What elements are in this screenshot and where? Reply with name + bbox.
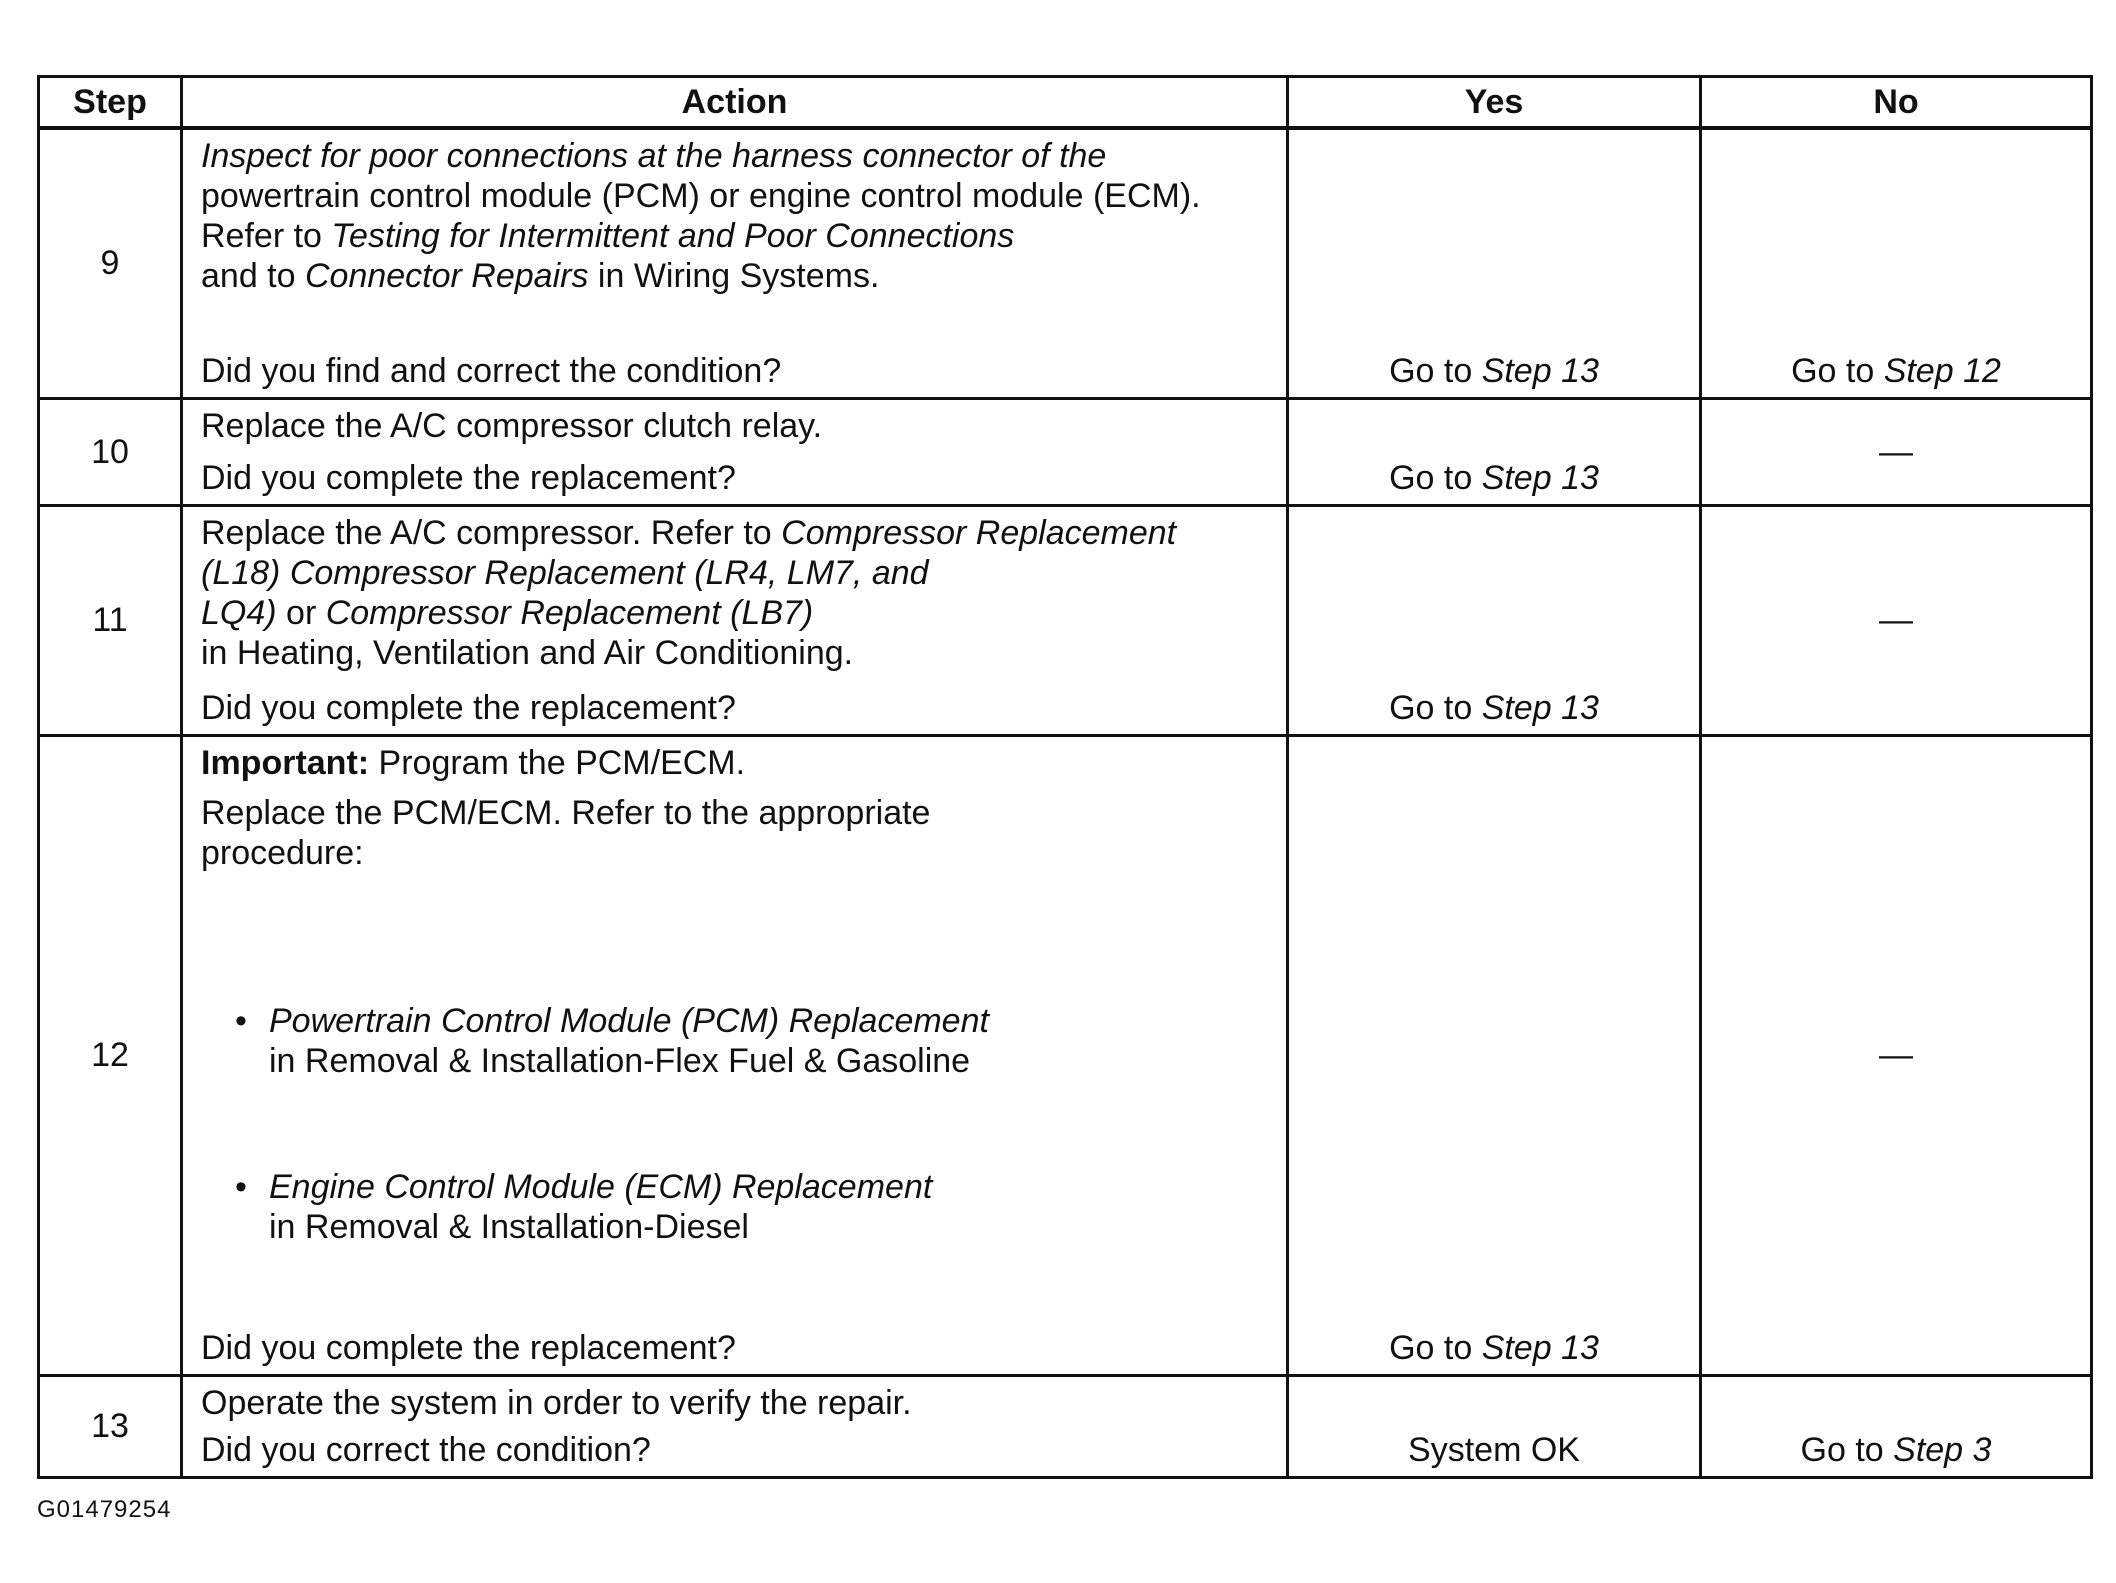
no-result-dash: — — [1879, 1036, 1913, 1074]
action-cell — [182, 128, 1288, 398]
goto-prefix: Go to — [1791, 351, 1884, 390]
step-number: 12 — [39, 735, 182, 1375]
header-action: Action — [182, 77, 1288, 129]
action-line: and to — [201, 257, 305, 295]
action-cell — [182, 398, 1288, 505]
header-yes: Yes — [1288, 77, 1701, 129]
table-row — [39, 398, 2092, 505]
step-reference: Step 3 — [1893, 1430, 1992, 1469]
important-note — [201, 743, 1272, 783]
reference-link: Compressor Replacement (LB7) — [325, 593, 814, 632]
step-number: 11 — [39, 505, 182, 735]
action-line: powertrain control module (PCM) or engine control module (ECM). — [201, 177, 1201, 215]
no-cell — [1701, 398, 2092, 505]
step-number: 13 — [39, 1375, 182, 1477]
no-cell — [1701, 128, 2092, 398]
list-item-text: in Removal & Installation-Diesel — [269, 1207, 749, 1246]
yes-result: System OK — [1408, 1430, 1580, 1469]
no-result-dash: — — [1879, 432, 1913, 471]
yes-result — [1289, 351, 1699, 391]
reference-link: (L18) Compressor Replacement (LR4, LM7, and — [201, 553, 929, 592]
action-question: Did you complete the replacement? — [201, 1328, 736, 1367]
yes-cell — [1288, 128, 1701, 398]
yes-result — [1289, 458, 1699, 498]
goto-prefix: Go to — [1389, 351, 1482, 390]
action-line: or — [276, 593, 326, 632]
yes-result — [1289, 688, 1699, 728]
table-row — [39, 735, 2092, 1375]
action-question: Did you find and correct the condition? — [201, 351, 782, 390]
step-number: 9 — [39, 128, 182, 398]
reference-link: Compressor Replacement — [781, 513, 1177, 552]
reference-link: Connector Repairs — [304, 257, 589, 295]
step-reference: Step 13 — [1481, 458, 1599, 497]
step-number: 10 — [39, 398, 182, 505]
step-reference: Step 13 — [1481, 688, 1599, 727]
no-cell — [1701, 735, 2092, 1375]
table-row — [39, 1375, 2092, 1477]
action-text — [201, 136, 1272, 296]
bullet-icon: • — [235, 1001, 247, 1040]
important-label: Important: — [201, 743, 370, 782]
no-cell — [1701, 505, 2092, 735]
step-reference: Step 12 — [1883, 351, 2001, 390]
step-reference: Step 13 — [1481, 351, 1599, 390]
action-text: Replace the A/C compressor clutch relay. — [201, 406, 823, 445]
goto-prefix: Go to — [1389, 458, 1482, 497]
step-reference: Step 13 — [1481, 1328, 1599, 1367]
action-line: in Wiring Systems. — [588, 257, 880, 295]
table-row — [39, 128, 2092, 398]
list-item — [201, 1167, 1272, 1247]
reference-link: Testing for Intermittent and Poor Connections — [331, 217, 1015, 255]
table-header-row — [39, 77, 2092, 129]
yes-cell — [1288, 735, 1701, 1375]
bullet-icon: • — [235, 1167, 247, 1206]
header-no: No — [1701, 77, 2092, 129]
important-text: Program the PCM/ECM. — [369, 743, 746, 782]
action-question: Did you correct the condition? — [201, 1430, 651, 1469]
header-step: Step — [39, 77, 182, 129]
yes-result — [1289, 1328, 1699, 1368]
goto-prefix: Go to — [1389, 688, 1482, 727]
action-question: Did you complete the replacement? — [201, 688, 736, 727]
action-cell — [182, 505, 1288, 735]
no-cell — [1701, 1375, 2092, 1477]
table-row — [39, 505, 2092, 735]
action-line: procedure: — [201, 833, 364, 872]
goto-prefix: Go to — [1800, 1430, 1894, 1469]
reference-link: Engine Control Module (ECM) Replacement — [269, 1167, 933, 1206]
list-item-text: in Removal & Installation-Flex Fuel & Gasoline — [269, 1041, 971, 1080]
figure-id: G01479254 — [37, 1496, 172, 1523]
action-line: Replace the A/C compressor. Refer to — [201, 513, 782, 552]
list-item — [201, 1001, 1272, 1081]
action-line: Replace the PCM/ECM. Refer to the appropriate — [201, 793, 931, 832]
no-result-dash: — — [1879, 601, 1913, 639]
reference-link: LQ4) — [201, 593, 277, 632]
diagnostic-table — [37, 75, 2093, 1479]
action-question: Did you complete the replacement? — [201, 458, 736, 497]
action-line: in Heating, Ventilation and Air Conditioning. — [201, 633, 854, 672]
reference-link: Powertrain Control Module (PCM) Replacement — [269, 1001, 989, 1040]
action-line: Inspect for poor connections at the harness connector of the — [201, 137, 1107, 175]
action-line: Refer to — [201, 217, 332, 255]
action-text: Operate the system in order to verify the repair. — [201, 1383, 912, 1422]
action-cell — [182, 735, 1288, 1375]
no-result — [1702, 351, 2090, 391]
yes-cell — [1288, 1375, 1701, 1477]
action-text — [201, 513, 1272, 673]
yes-cell — [1288, 398, 1701, 505]
action-text — [201, 793, 1272, 873]
goto-prefix: Go to — [1389, 1328, 1482, 1367]
yes-cell — [1288, 505, 1701, 735]
action-cell — [182, 1375, 1288, 1477]
no-result — [1702, 1430, 2090, 1470]
